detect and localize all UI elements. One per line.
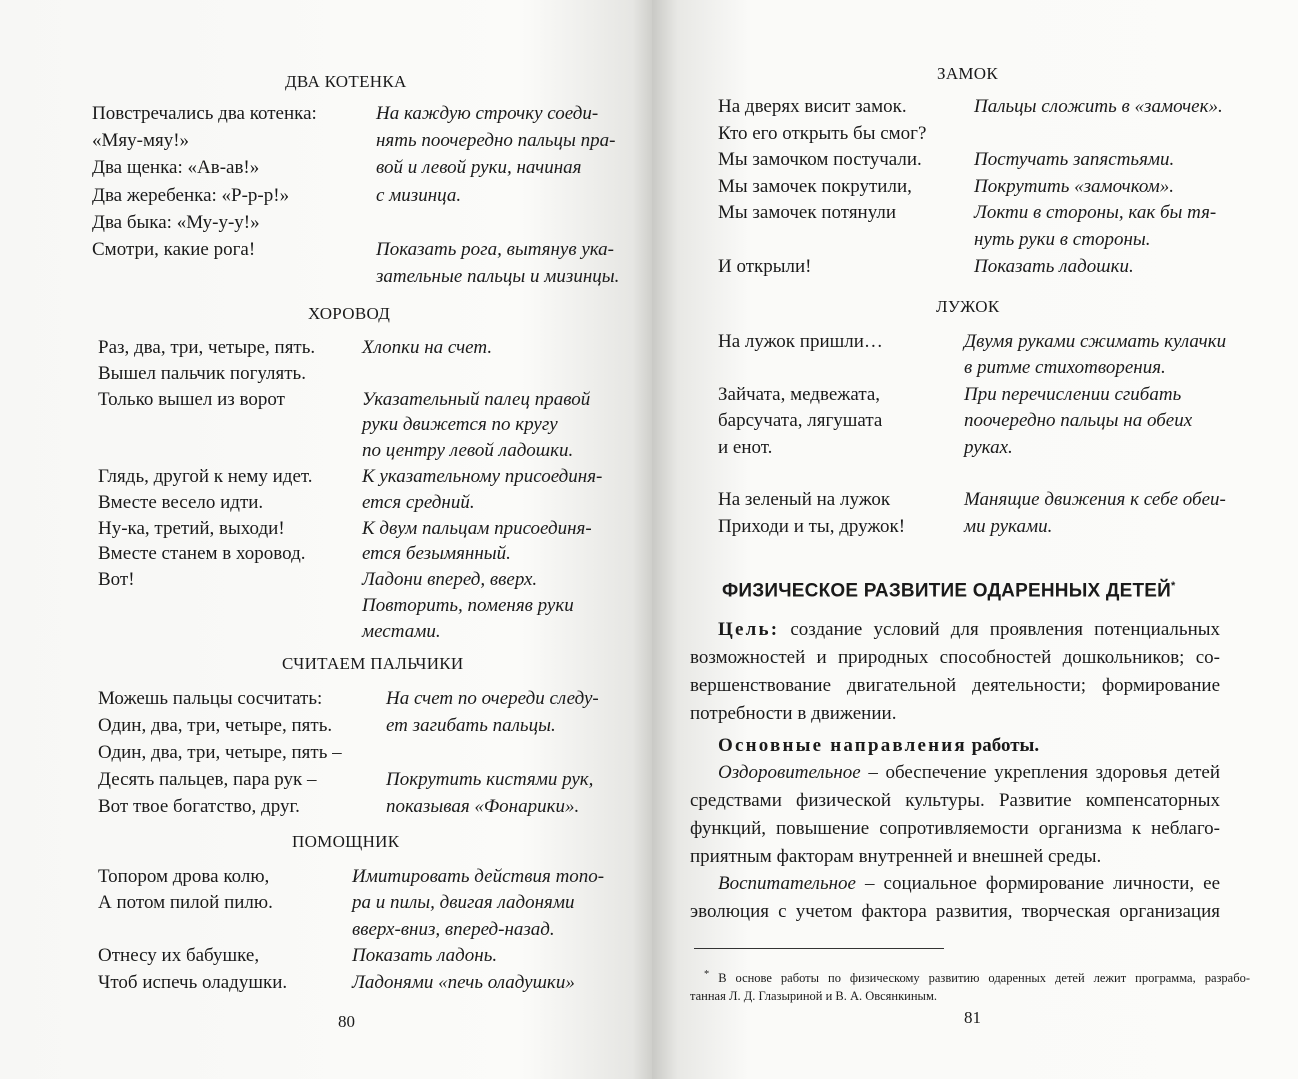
heading-text: ФИЗИЧЕСКОЕ РАЗВИТИЕ ОДАРЕННЫХ ДЕТЕЙ bbox=[722, 580, 1171, 602]
instruction-line: поочередно пальцы на обеих bbox=[964, 410, 1193, 432]
section-title: ЗАМОК bbox=[937, 64, 999, 83]
instruction-line: нуть руки в стороны. bbox=[974, 228, 1151, 250]
poem-line: На дверях висит замок. bbox=[718, 96, 907, 117]
instruction-line: ет загибать пальцы. bbox=[386, 715, 556, 736]
instruction-line: Ладонями «печь оладушки» bbox=[352, 971, 575, 993]
poem-line: Зайчата, медвежата, bbox=[718, 383, 881, 405]
instruction-line: местами. bbox=[362, 620, 441, 642]
poem-line: Отнесу их бабушке, bbox=[98, 945, 260, 967]
instruction-line: Покрутить «замочком». bbox=[974, 175, 1175, 197]
poem-line: Мы замочек покрутили, bbox=[718, 175, 912, 197]
instruction-line: Покрутить кистями рук, bbox=[386, 769, 594, 790]
instruction-line: Показать рога, вытянув ука- bbox=[376, 238, 615, 260]
poem-line: Десять пальцев, пара рук – bbox=[98, 769, 317, 790]
poem-line: Топором дрова колю, bbox=[98, 866, 270, 887]
education-paragraph bbox=[690, 870, 1220, 926]
goal-label: Цель: bbox=[718, 619, 780, 640]
instruction-line: Двумя руками сжимать кулачки bbox=[964, 331, 1227, 352]
section-title: СЧИТАЕМ ПАЛЬЧИКИ bbox=[282, 654, 464, 673]
footnote bbox=[690, 966, 1250, 1005]
text-line: приятным факторам внутренней и внешней среды. bbox=[690, 846, 1102, 867]
poem-line: Мы замочек потянули bbox=[718, 202, 897, 224]
instruction-line: При перечислении сгибать bbox=[964, 383, 1182, 405]
footnote-line: танная Л. Д. Глазыриной и В. А. Овсянкиным. bbox=[690, 989, 937, 1004]
instruction-line: Манящие движения к себе обеи- bbox=[964, 489, 1226, 511]
text-line: эволюция с учетом фактора развития, творческая организация bbox=[690, 901, 1220, 922]
poem-line: Приходи и ты, дружок! bbox=[718, 515, 906, 537]
directions-label-rest: работы. bbox=[971, 735, 1040, 756]
poem-line: И открыли! bbox=[718, 255, 812, 277]
goal-paragraph bbox=[690, 616, 1220, 728]
instruction-line: Локти в стороны, как бы тя- bbox=[974, 202, 1217, 224]
instruction-line: в ритме стихотворения. bbox=[964, 357, 1166, 379]
poem-line: Можешь пальцы сосчитать: bbox=[98, 688, 323, 709]
poem-line: Чтоб испечь оладушки. bbox=[98, 971, 288, 993]
poem-line: Два быка: «Му-у-у!» bbox=[92, 211, 260, 233]
text-line: функций, повышение сопротивляемости организма к неблаго- bbox=[690, 818, 1220, 839]
instruction-line: показывая «Фонарики». bbox=[386, 796, 580, 817]
text-line: средствами физической культуры. Развитие компенсаторных bbox=[690, 790, 1220, 811]
poem-line: Кто его открыть бы смог? bbox=[718, 122, 927, 144]
poem-line: На лужок пришли… bbox=[718, 331, 883, 352]
poem-line: Вместе станем в хоровод. bbox=[98, 543, 306, 565]
poem-line: Ну-ка, третий, выходи! bbox=[98, 517, 285, 539]
text-line: – социальное формирование личности, ее bbox=[865, 873, 1221, 894]
poem-line: Раз, два, три, четыре, пять. bbox=[98, 337, 316, 358]
instruction-line: Хлопки на счет. bbox=[362, 337, 493, 358]
chapter-heading bbox=[722, 580, 1175, 602]
directions-heading bbox=[690, 732, 1220, 760]
footnote-mark: * bbox=[1171, 580, 1176, 592]
poem-line: Смотри, какие рога! bbox=[92, 238, 256, 260]
health-paragraph bbox=[690, 759, 1220, 871]
poem-line: и енот. bbox=[718, 436, 773, 458]
page-number: 81 bbox=[964, 1008, 981, 1027]
instruction-line: На счет по очереди следу- bbox=[386, 688, 599, 709]
footnote-rule bbox=[694, 948, 944, 949]
instruction-line: с мизинца. bbox=[376, 184, 462, 206]
instruction-line: ется средний. bbox=[362, 491, 475, 513]
instruction-line: Показать ладонь. bbox=[352, 945, 498, 967]
section-title: ЛУЖОК bbox=[936, 297, 1000, 316]
instruction-line: вверх-вниз, вперед-назад. bbox=[352, 918, 555, 940]
instruction-line: по центру левой ладошки. bbox=[362, 440, 574, 462]
instruction-line: Ладони вперед, вверх. bbox=[362, 569, 538, 591]
instruction-line: ми руками. bbox=[964, 515, 1053, 537]
instruction-line: руках. bbox=[964, 436, 1013, 458]
education-label: Воспитательное bbox=[718, 873, 856, 894]
section-title: ХОРОВОД bbox=[308, 304, 391, 323]
poem-line: Вместе весело идти. bbox=[98, 491, 264, 513]
text-line: – обеспечение укрепления здоровья детей bbox=[868, 762, 1220, 783]
poem-line: «Мяу-мяу!» bbox=[92, 130, 190, 152]
text-line: возможностей и природных способностей дошкольников; со- bbox=[690, 647, 1220, 668]
poem-line: барсучата, лягушата bbox=[718, 410, 883, 432]
poem-line: Вышел пальчик погулять. bbox=[98, 362, 306, 384]
poem-line: Мы замочком постучали. bbox=[718, 149, 922, 171]
instruction-line: зательные пальцы и мизинцы. bbox=[376, 266, 620, 288]
poem-line: Только вышел из ворот bbox=[98, 388, 285, 410]
instruction-line: Указательный палец правой bbox=[362, 388, 591, 410]
poem-line: На зеленый на лужок bbox=[718, 489, 891, 511]
instruction-line: Пальцы сложить в «замочек». bbox=[974, 96, 1223, 117]
instruction-line: На каждую строчку соеди- bbox=[376, 103, 599, 124]
page-number: 80 bbox=[338, 1012, 355, 1031]
text-line: потребности в движении. bbox=[690, 703, 897, 724]
text-line: вершенствование двигательной деятельности; формирование bbox=[690, 675, 1220, 696]
instruction-line: К указательному присоединя- bbox=[362, 465, 603, 487]
poem-line: Два щенка: «Ав-ав!» bbox=[92, 157, 260, 179]
instruction-line: ется безымянный. bbox=[362, 543, 511, 565]
health-label: Оздоровительное bbox=[718, 762, 861, 783]
poem-line: Вот! bbox=[98, 569, 135, 591]
directions-label: Основные направления bbox=[718, 735, 967, 756]
poem-line: Один, два, три, четыре, пять – bbox=[98, 742, 342, 763]
poem-line: Повстречались два котенка: bbox=[92, 103, 317, 124]
instruction-line: Показать ладошки. bbox=[974, 255, 1134, 277]
instruction-line: ра и пилы, двигая ладонями bbox=[352, 892, 575, 914]
poem-line: Глядь, другой к нему идет. bbox=[98, 465, 313, 487]
poem-line: Вот твое богатство, друг. bbox=[98, 796, 300, 817]
instruction-line: Постучать запястьями. bbox=[974, 149, 1175, 171]
instruction-line: К двум пальцам присоединя- bbox=[362, 517, 592, 539]
instruction-line: Имитировать действия топо- bbox=[352, 866, 605, 887]
section-title: ДВА КОТЕНКА bbox=[285, 72, 407, 91]
poem-line: А потом пилой пилю. bbox=[98, 892, 273, 914]
footnote-line: В основе работы по физическому развитию одаренных детей лежит программа, разрабо- bbox=[718, 971, 1250, 986]
instruction-line: вой и левой руки, начиная bbox=[376, 157, 582, 179]
footnote-mark: * bbox=[704, 969, 710, 980]
instruction-line: Повторить, поменяв руки bbox=[362, 594, 574, 616]
instruction-line: руки движется по кругу bbox=[362, 414, 558, 436]
instruction-line: нять поочередно пальцы пра- bbox=[376, 130, 616, 152]
section-title: ПОМОЩНИК bbox=[292, 832, 400, 851]
poem-line: Два жеребенка: «Р-р-р!» bbox=[92, 184, 290, 206]
poem-line: Один, два, три, четыре, пять. bbox=[98, 715, 333, 736]
text-line: создание условий для проявления потенциальных bbox=[790, 619, 1221, 640]
